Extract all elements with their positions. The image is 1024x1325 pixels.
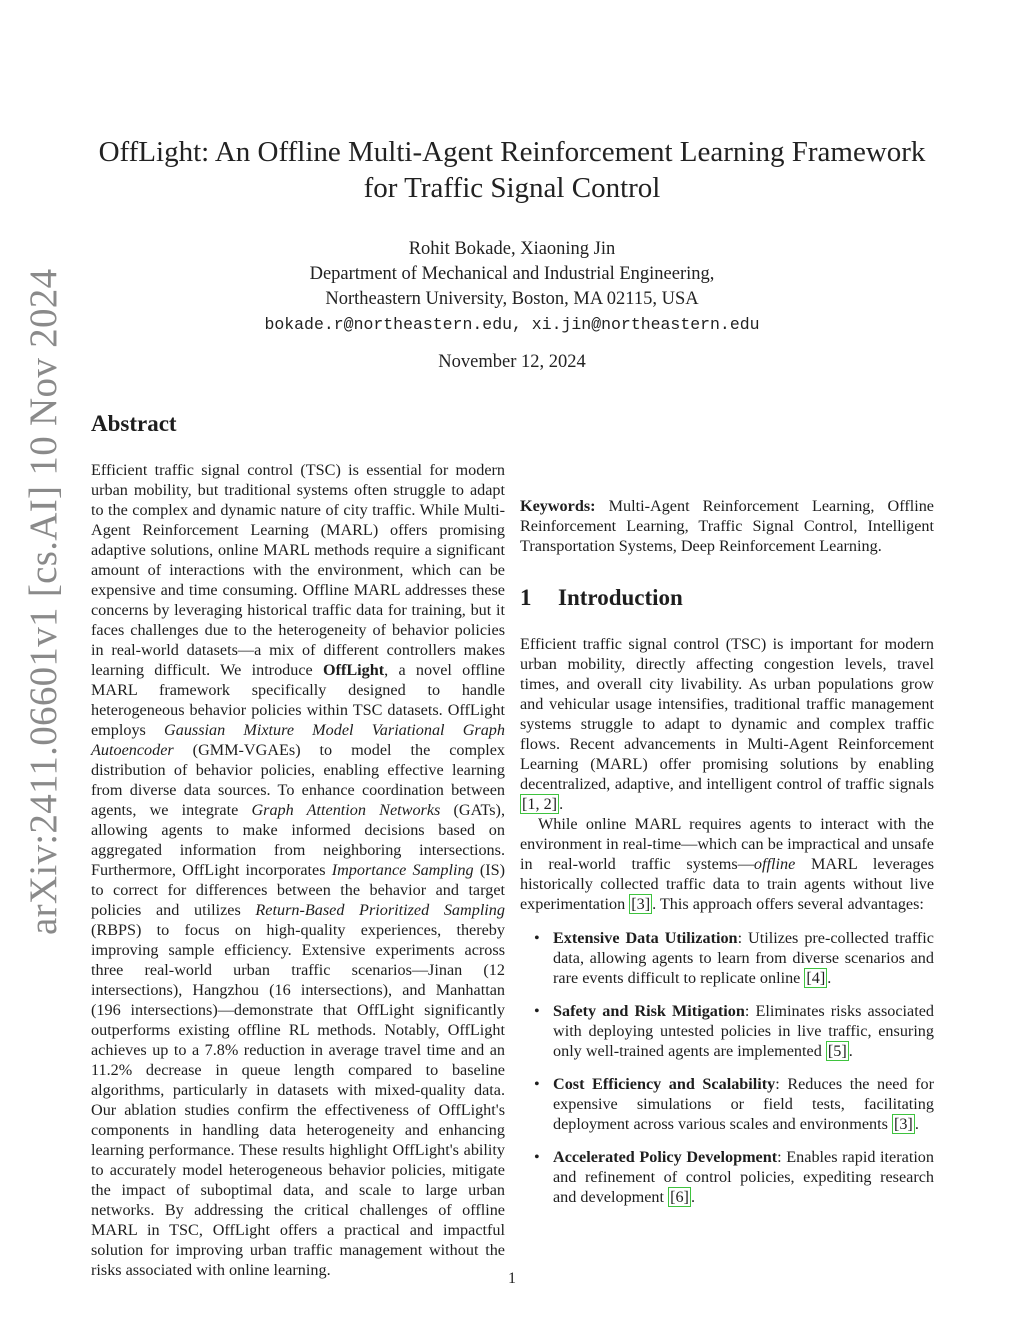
author-university: Northeastern University, Boston, MA 02115, USA bbox=[325, 289, 699, 309]
citation-link[interactable]: [1, 2] bbox=[522, 795, 558, 813]
advantages-list bbox=[520, 928, 934, 1207]
abstract-heading: Abstract bbox=[91, 411, 177, 436]
paper-title bbox=[80, 134, 944, 206]
intro-paragraph-2: While online MARL requires agents to interact with the environment in real-time—which can be impractical and unsafe in real-world traffic systems—offline MARL leverages historically collected traffic data to train agents without live experimentation [3] . This approach offers several advantages: bbox=[520, 815, 935, 913]
title-line-1: OffLight: An Offline Multi-Agent Reinforcement Learning Framework bbox=[98, 136, 926, 168]
list-item: • Cost Efficiency and Scalability: Reduces the need for expensive simulations or field tests, facilitating deployment across various scales and environments [3] . bbox=[520, 1074, 934, 1134]
keywords-label: Keywords: bbox=[520, 497, 596, 515]
paper-date: November 12, 2024 bbox=[438, 352, 586, 372]
list-item: • Extensive Data Utilization: Utilizes pre-collected traffic data, allowing agents to learn from diverse scenarios and rare events difficult to replicate online [4] . bbox=[520, 928, 934, 988]
citation-link[interactable]: [5] bbox=[827, 1042, 847, 1060]
keywords: Keywords: Multi-Agent Reinforcement Learning, Offline Reinforcement Learning, Traffic Signal Control, Intelligent Transportation Systems, Deep Reinforcement Learning. bbox=[520, 497, 934, 555]
intro-heading bbox=[520, 584, 934, 612]
author-department: Department of Mechanical and Industrial Engineering, bbox=[309, 264, 715, 284]
citation-link[interactable]: [6] bbox=[670, 1188, 689, 1206]
abstract-body: Efficient traffic signal control (TSC) is essential for modern urban mobility, but traditional systems often struggle to adapt to the complex and dynamic nature of city traffic. While Multi-Agent Reinforcement Learning (MARL) offers promising adaptive solutions, online MARL methods require a significant amount of interactions with the environment, which can be expensive and time consuming. Offline MARL addresses these concerns by leveraging historical traffic data for training, but it faces challenges due to the heterogeneity of behavior policies in real-world datasets—a mix of different controllers makes learning difficult. We introduce OffLight, a novel offline MARL framework specifically designed to handle heterogeneous behavior policies within TSC datasets. OffLight employs Gaussian Mixture Model Variational Graph Autoencoder (GMM-VGAEs) to model the complex distribution of behavior policies, enabling effective learning from diverse data sources. To enhance coordination between agents, we integrate Graph Attention Networks (GATs), allowing agents to make informed decisions based on aggregated information from neighboring intersections. Furthermore, OffLight incorporates Importance Sampling (IS) to correct for differences between the behavior and target policies and utilizes Return-Based Prioritized Sampling (RBPS) to focus on high-quality experiences, thereby improving sample efficiency. Extensive experiments across three real-world urban traffic scenarios—Jinan (12 intersections), Hangzhou (16 intersections), and Manhattan (196 intersections)—demonstrate that OffLight significantly outperforms existing offline RL methods. Notably, OffLight achieves up to a 7.8% reduction in average travel time and an 11.2% decrease in queue length compared to baseline algorithms, particularly in datasets with mixed-quality data. Our ablation studies confirm the effectiveness of OffLight's components in handling data heterogeneity and enhancing learning performance. These results highlight OffLight's ability to accurately model heterogeneous behavior policies, mitigate the impact of suboptimal data, and scale to large urban networks. By addressing the critical challenges of offline MARL in TSC, OffLight offers a practical and impactful solution for improving urban traffic management without the risks associated with online learning. bbox=[91, 461, 505, 1279]
section-title: Introduction bbox=[558, 585, 683, 610]
title-line-2: for Traffic Signal Control bbox=[363, 172, 661, 204]
list-item: • Safety and Risk Mitigation: Eliminates risks associated with deploying untested policies in live traffic, ensuring only well-trained agents are implemented [5] . bbox=[520, 1001, 934, 1061]
author-block bbox=[80, 237, 944, 337]
citation-link[interactable]: [3] bbox=[631, 895, 651, 913]
intro-paragraph-1: Efficient traffic signal control (TSC) is important for modern urban mobility, directly affecting congestion levels, travel times, and overall city livability. As urban populations grow and vehicular usage intensifies, traditional traffic management systems struggle to adapt to dynamic and complex traffic flows. Recent advancements in Multi-Agent Reinforcement Learning (MARL) offer promising solutions by enabling decentralized, adaptive, and intelligent control of traffic signals [1, 2] . bbox=[520, 635, 934, 813]
arxiv-stamp[interactable]: arXiv:2411.06601v1 [cs.AI] 10 Nov 2024 bbox=[22, 268, 65, 935]
author-names: Rohit Bokade, Xiaoning Jin bbox=[408, 239, 616, 259]
right-column bbox=[520, 416, 934, 1220]
section-number: 1 bbox=[520, 585, 532, 610]
page-number: 1 bbox=[508, 1270, 516, 1287]
offlight-name: OffLight bbox=[323, 661, 385, 679]
left-column bbox=[91, 410, 505, 1280]
citation-link[interactable]: [4] bbox=[806, 969, 826, 987]
citation-link[interactable]: [3] bbox=[893, 1115, 913, 1133]
list-item: • Accelerated Policy Development: Enables rapid iteration and refinement of control policies, expediting research and development [6] . bbox=[520, 1147, 934, 1207]
author-emails[interactable]: bokade.r@northeastern.edu, xi.jin@northeastern.edu bbox=[264, 315, 760, 334]
